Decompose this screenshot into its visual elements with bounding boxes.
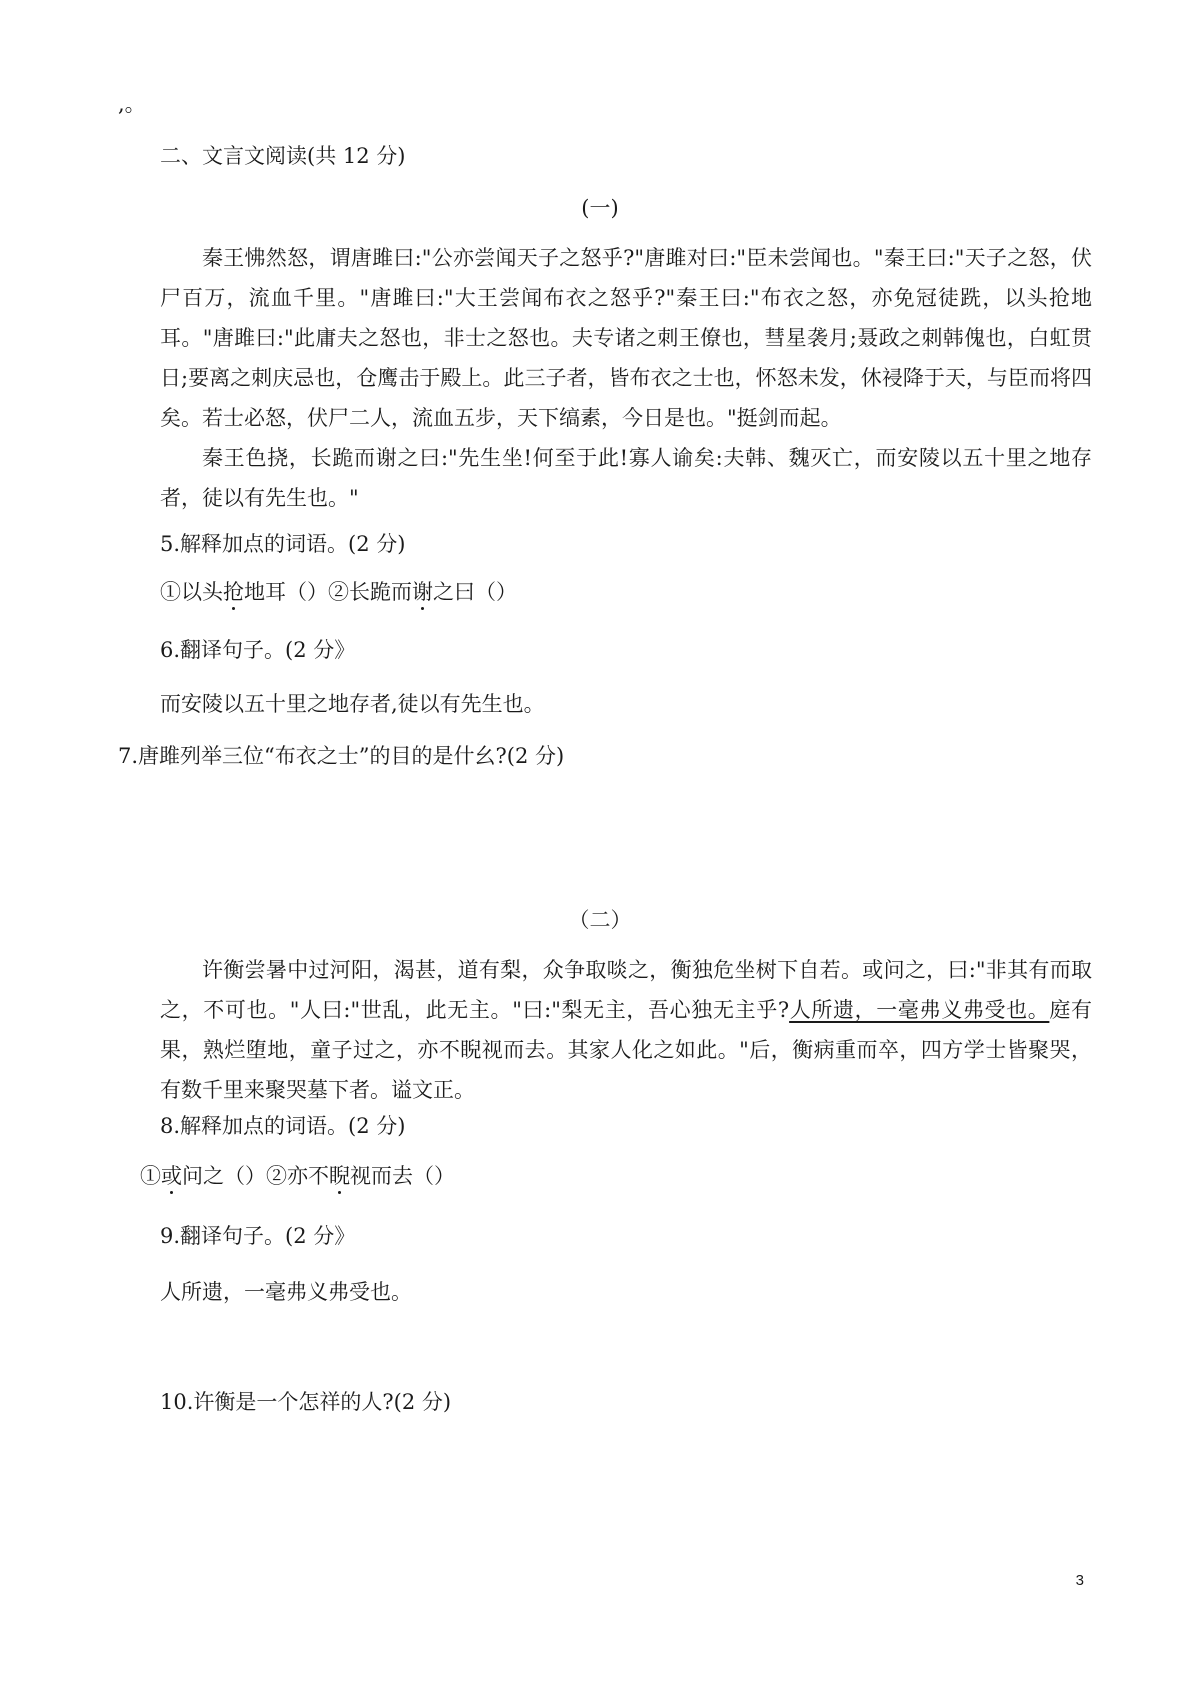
- question-9: 9.翻译句子。(2 分》: [160, 1224, 356, 1248]
- part1-passage-paragraph-1: 秦王怫然怒，谓唐雎曰:"公亦尝闻天子之怒乎?"唐雎对曰:"臣未尝闻也。"秦王曰:"天子之怒，伏尸百万，流血千里。"唐雎曰:"大王尝闻布衣之怒乎?"秦王曰:"布衣之怒，亦免冠徒跣，以头抢地耳。"唐雎曰:"此庸夫之怒也，非士之怒也。夫专诸之刺王僚也，彗星袭月;聂政之刺韩傀也，白虹贯日;要离之刺庆忌也，仓鹰击于殿上。此三子者，皆布衣之士也，怀怒未发，休祲降于天，与臣而将四矣。若士必怒，伏尸二人，流血五步，天下缟素，今日是也。"挺剑而起。: [160, 246, 1092, 430]
- page-number: 3: [1075, 1572, 1084, 1589]
- question-5: 5.解释加点的词语。(2 分): [160, 532, 406, 556]
- question-6: 6.翻译句子。(2 分》: [160, 638, 356, 662]
- q8-item-text: 问之（）②亦不: [182, 1164, 329, 1188]
- question-6-sentence: 而安陵以五十里之地存者,徒以有先生也。: [160, 692, 545, 716]
- part2-heading: （二）: [568, 908, 632, 932]
- q5-dotted-word-1: 抢: [223, 580, 244, 604]
- question-10: 10.许衡是一个怎祥的人?(2 分): [160, 1390, 452, 1414]
- question-8-items: [140, 1160, 455, 1192]
- question-7: 7.唐雎列举三位“布衣之士”的目的是什幺?(2 分): [118, 744, 565, 768]
- question-5-items: [160, 576, 517, 608]
- question-8: 8.解释加点的词语。(2 分): [160, 1114, 406, 1138]
- q5-item-text: ①以头: [160, 580, 223, 604]
- q8-item-text: ①: [140, 1164, 161, 1188]
- question-9-sentence: 人所遗，一毫弗义弗受也。: [160, 1280, 412, 1304]
- q8-dotted-word-2: 睨: [329, 1164, 350, 1188]
- part2-underlined-sentence: 人所遗，一毫弗义弗受也。: [789, 998, 1050, 1022]
- part2-passage-text-a: 许衡尝暑中过河阳，渴甚，道有梨，众争取啖之，衡独危坐树下自若。或问之，曰:"非其有而取之，不可也。"人曰:"世乱，此无主。"曰:"梨无主，吾心独无主乎?: [160, 958, 1092, 1022]
- q8-dotted-word-1: 或: [161, 1164, 182, 1188]
- section-title: 二、文言文阅读(共 12 分): [160, 144, 406, 168]
- top-punctuation: ,。: [118, 92, 146, 116]
- q5-item-text: 地耳（）②长跪而: [244, 580, 412, 604]
- part1-heading: (一): [581, 196, 619, 220]
- part2-passage-paragraph: [160, 950, 1092, 1110]
- q8-item-text: 视而去（）: [350, 1164, 455, 1188]
- part1-passage-paragraph-2: 秦王色挠，长跪而谢之曰:"先生坐!何至于此!寡人谕矣:夫韩、魏灭亡，而安陵以五十里之地存者，徒以有先生也。": [160, 446, 1092, 510]
- q5-item-text: 之曰（）: [433, 580, 517, 604]
- part2-passage-text-b: 庭有果，熟烂堕地，童子过之，亦不睨视而去。其家人化之如此。"后，衡病重而卒，四方学士皆聚哭，有数千里来聚哭墓下者。谥文正。: [160, 998, 1093, 1102]
- q5-dotted-word-2: 谢: [412, 580, 433, 604]
